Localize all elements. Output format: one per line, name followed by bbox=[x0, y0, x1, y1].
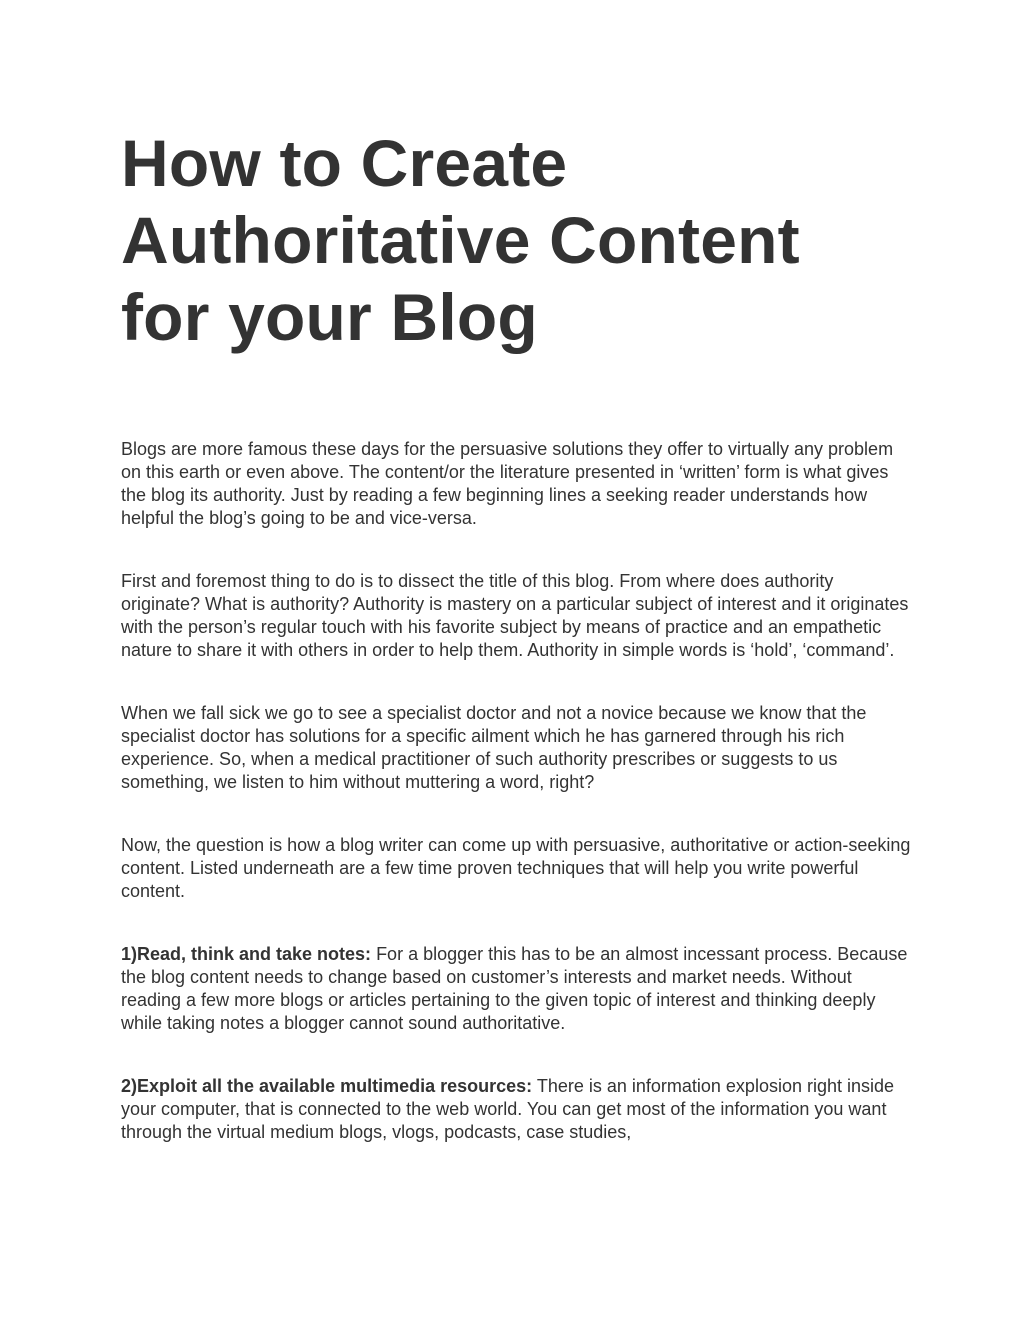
tip-heading: 2)Exploit all the available multimedia resources: bbox=[121, 1076, 533, 1096]
paragraph: First and foremost thing to do is to dissect the title of this blog. From where does authority originate? What is authority? Authority is mastery on a particular subject of interest and it originates with the person’s regular touch with his favorite subject by means of practice and an empathetic nature to share it with others in order to help them. Authority in simple words is ‘hold’, ‘command’. bbox=[121, 571, 909, 660]
article-body bbox=[121, 438, 911, 1184]
tip-paragraph bbox=[121, 943, 911, 1035]
tip-text: For a blogger this has to be an almost incessant process. Because the blog content needs to change based on customer’s interests and market needs. Without reading a few more blogs or articles pertaining to the given topic of interest and thinking deeply while taking notes a blogger cannot sound authoritative. bbox=[121, 944, 908, 1033]
tip-heading: 1)Read, think and take notes: bbox=[121, 944, 372, 964]
tip-paragraph bbox=[121, 1075, 911, 1144]
page-title: How to Create Authoritative Content for your Blog bbox=[121, 126, 800, 354]
paragraph: Now, the question is how a blog writer can come up with persuasive, authoritative or action-seeking content. Listed underneath are a few time proven techniques that will help you write powerful content. bbox=[121, 835, 911, 901]
tip-text: There is an information explosion right inside your computer, that is connected to the web world. You can get most of the information you want through the virtual medium blogs, vlogs, podcasts, case studies, bbox=[121, 1076, 895, 1142]
paragraph: When we fall sick we go to see a specialist doctor and not a novice because we know that the specialist doctor has solutions for a specific ailment which he has garnered through his rich experience. So, when a medical practitioner of such authority prescribes or suggests to us something, we listen to him without muttering a word, right? bbox=[121, 703, 867, 792]
paragraph: Blogs are more famous these days for the persuasive solutions they offer to virtually any problem on this earth or even above. The content/or the literature presented in ‘written’ form is what gives the blog its authority. Just by reading a few beginning lines a seeking reader understands how helpful the blog’s going to be and vice-versa. bbox=[121, 439, 894, 528]
